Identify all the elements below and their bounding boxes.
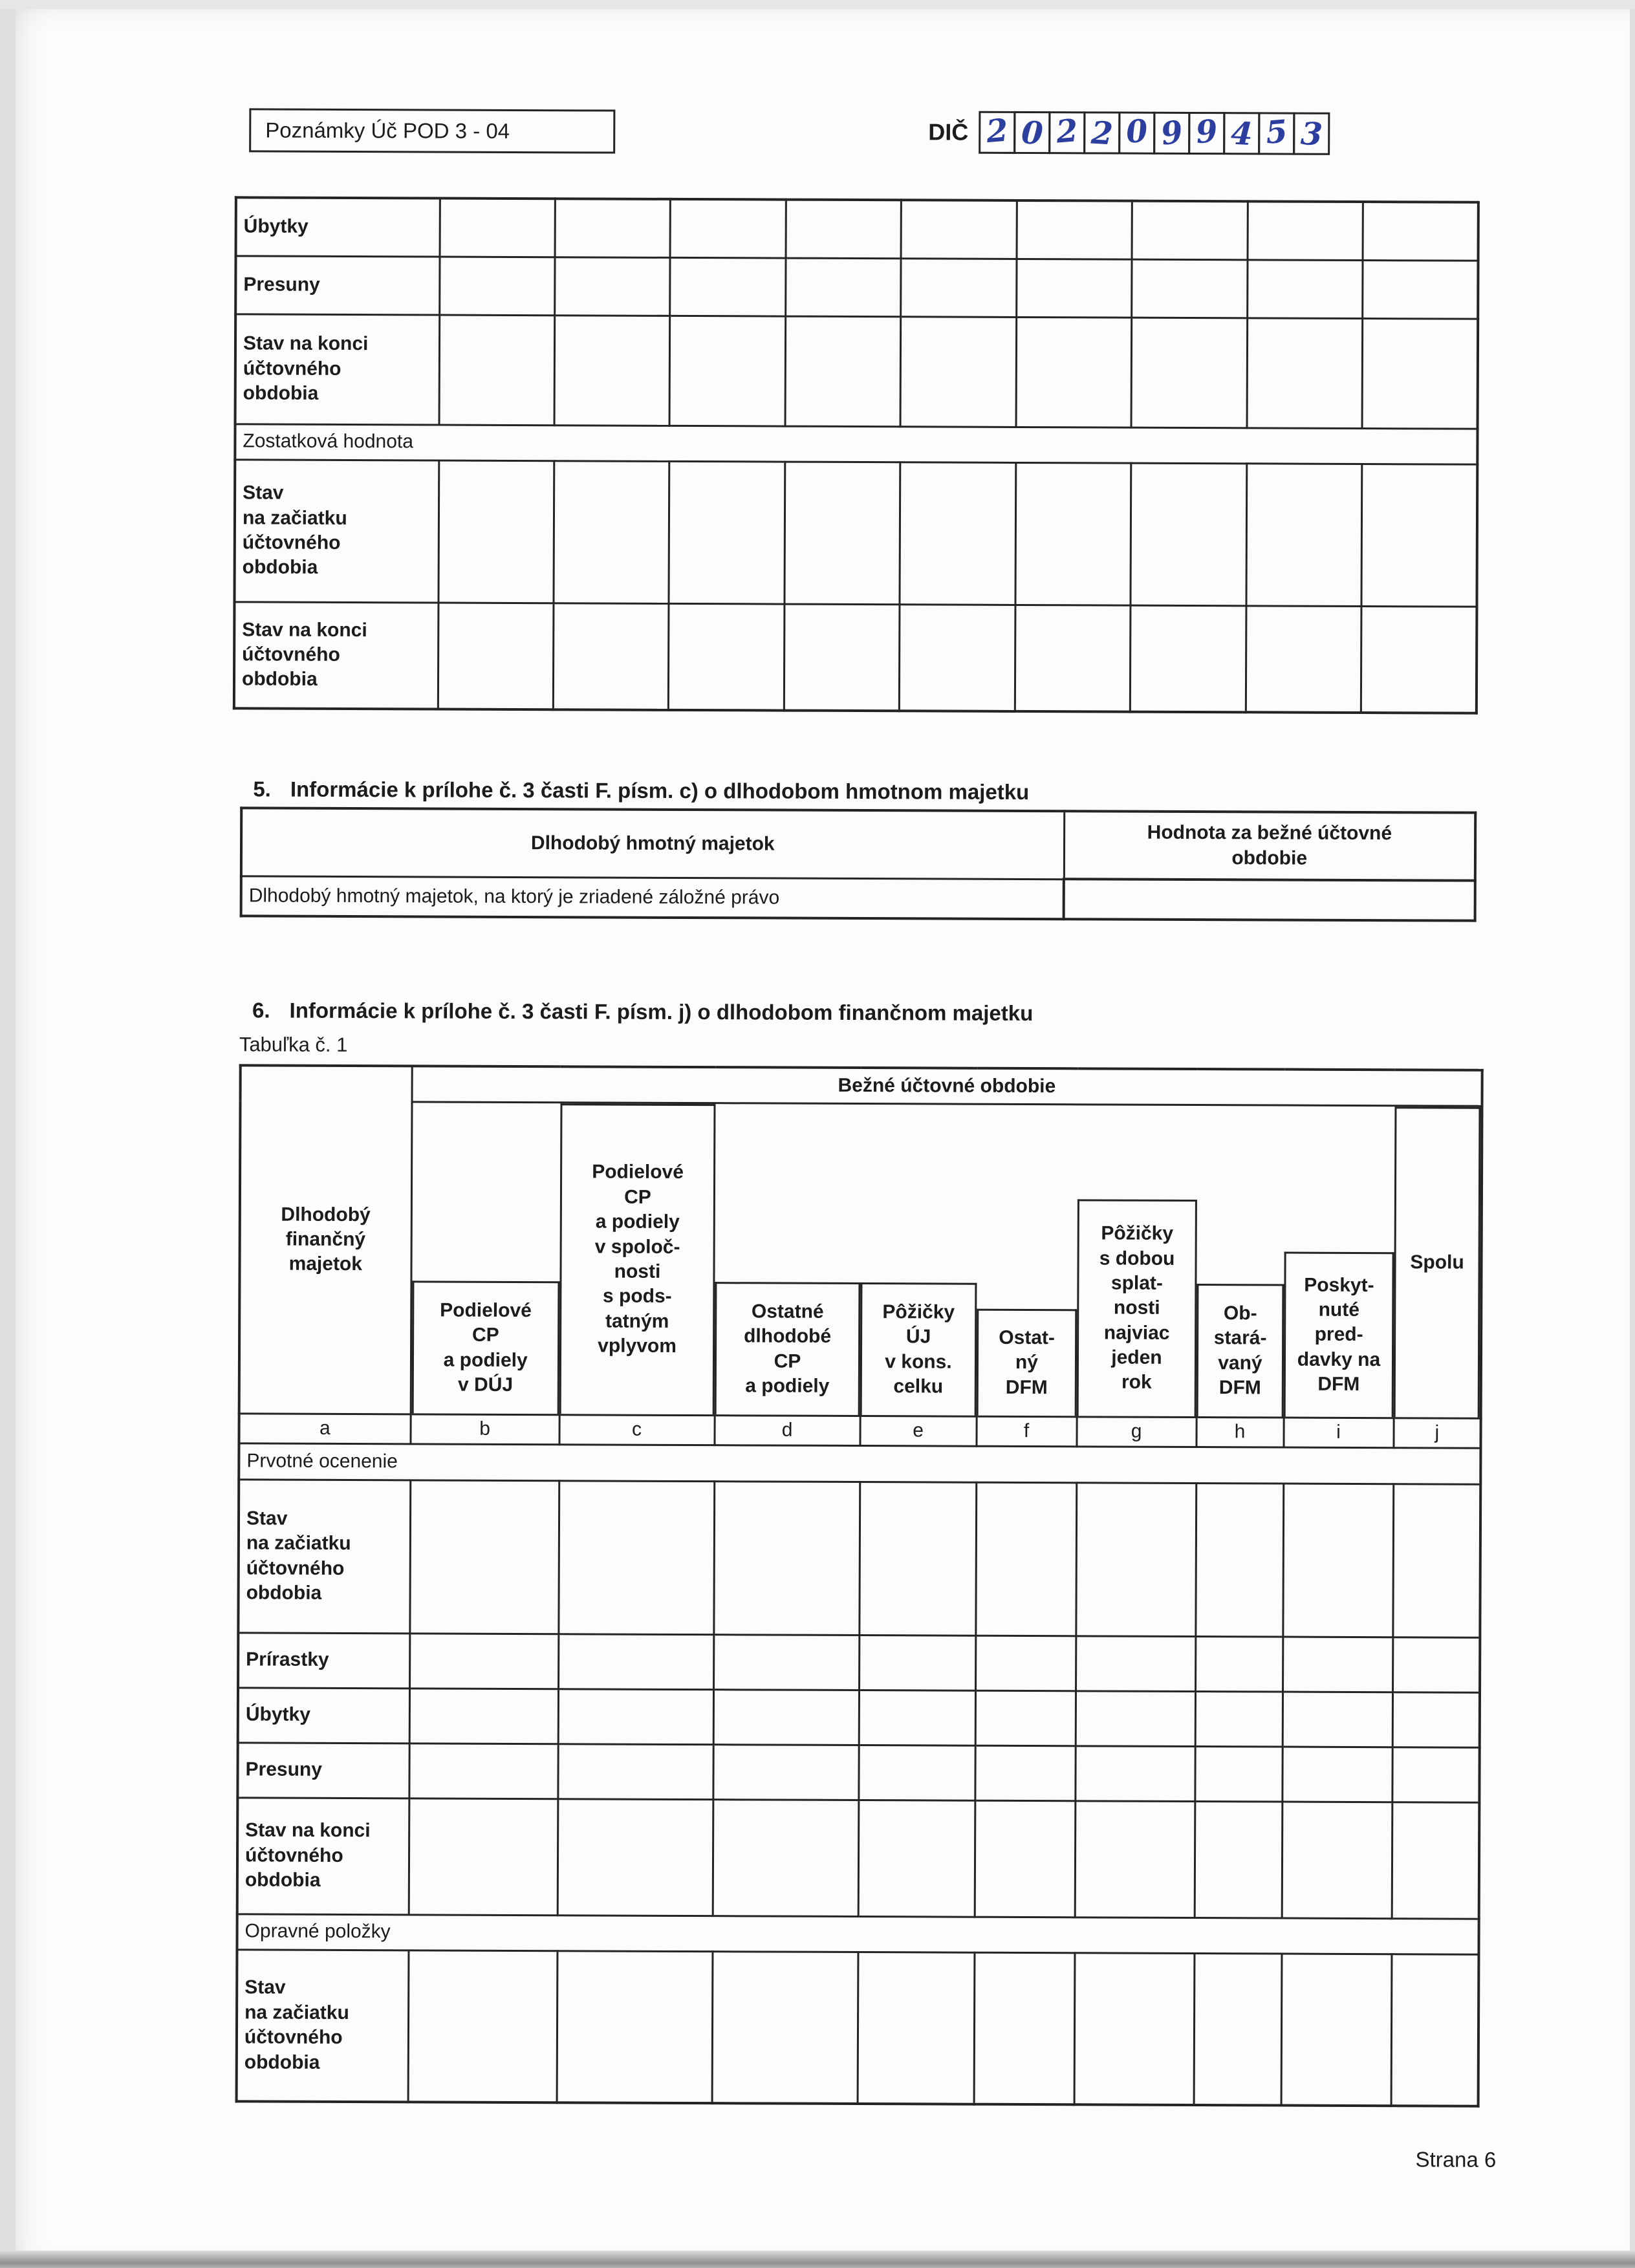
empty-cell xyxy=(558,1689,713,1744)
column-letter: f xyxy=(976,1416,1076,1447)
dic-label: DIČ xyxy=(928,118,969,146)
dic-digit-cell xyxy=(1153,112,1190,155)
empty-cell xyxy=(1017,200,1132,259)
empty-cell xyxy=(785,462,900,605)
row-label: Stav na konci účtovného obdobia xyxy=(235,314,440,424)
empty-cell xyxy=(1130,605,1246,713)
table-row xyxy=(238,1687,1480,1747)
form-title-box xyxy=(249,108,615,153)
column-header: Podielové CP a podiely v DÚJ xyxy=(411,1280,559,1414)
value-cell xyxy=(1064,879,1475,920)
empty-cell xyxy=(409,1798,558,1915)
section-row-label: Prvotné ocenenie xyxy=(239,1443,1480,1484)
section6-heading xyxy=(252,998,1033,1026)
column-letter: i xyxy=(1283,1418,1393,1448)
empty-cell xyxy=(409,1743,558,1798)
column-header: Spolu xyxy=(1394,1107,1481,1418)
empty-cell xyxy=(901,258,1017,317)
column-letter: g xyxy=(1076,1416,1196,1447)
empty-cell xyxy=(1195,1746,1282,1802)
table-row xyxy=(234,459,1477,606)
dic-digit: 9 xyxy=(1158,113,1186,153)
empty-cell xyxy=(1361,464,1477,607)
empty-cell xyxy=(858,1745,975,1800)
dic-digit-cell xyxy=(1083,111,1120,154)
empty-cell xyxy=(1392,1484,1480,1637)
table-row xyxy=(238,1479,1480,1637)
dic-digit: 3 xyxy=(1299,115,1323,153)
empty-cell xyxy=(670,199,786,258)
empty-cell xyxy=(554,460,669,603)
row-label: Úbytky xyxy=(238,1687,409,1743)
empty-cell xyxy=(785,258,901,317)
section5-heading xyxy=(253,777,1029,805)
column-header: Pôžičky ÚJ v kons. celku xyxy=(860,1282,977,1416)
table-row xyxy=(238,1632,1480,1692)
empty-cell xyxy=(558,1798,713,1916)
empty-cell xyxy=(409,1633,558,1689)
column-letter: j xyxy=(1393,1418,1480,1448)
empty-cell xyxy=(786,200,902,259)
empty-cell xyxy=(1194,1953,1282,2106)
row-label: Stav na konci účtovného obdobia xyxy=(234,601,439,709)
dic-digit: 5 xyxy=(1264,113,1289,151)
empty-cell xyxy=(439,257,555,316)
empty-cell xyxy=(1281,1954,1392,2106)
section5-title: Informácie k prílohe č. 3 časti F. písm. c) o dlhodobom hmotnom majetku xyxy=(290,777,1030,805)
dic-digit: 2 xyxy=(1054,112,1079,151)
column-header: Pôžičky s dobou splat- nosti najviac jeden rok xyxy=(1077,1199,1197,1416)
table-row xyxy=(237,1949,1479,2106)
empty-cell xyxy=(900,604,1015,711)
row-label: Stav na začiatku účtovného obdobia xyxy=(238,1479,410,1633)
form-title: Poznámky Úč POD 3 - 04 xyxy=(265,118,510,143)
empty-cell xyxy=(859,1690,975,1745)
header-cell xyxy=(860,1103,978,1416)
empty-cell xyxy=(1195,1691,1283,1747)
empty-cell xyxy=(713,1689,859,1745)
period-header: Bežné účtovné obdobie xyxy=(412,1066,1482,1105)
empty-cell xyxy=(1362,318,1478,429)
table-row xyxy=(237,1742,1479,1802)
row-label: Presuny xyxy=(237,1742,409,1798)
empty-cell xyxy=(1076,1636,1195,1691)
empty-cell xyxy=(1076,1690,1195,1746)
empty-cell xyxy=(1246,605,1361,713)
row-label: Stav na začiatku účtovného obdobia xyxy=(237,1949,409,2102)
empty-cell xyxy=(785,316,901,427)
column-header: Hodnota za bežné účtovné obdobie xyxy=(1064,811,1475,880)
dic-digit-cell xyxy=(1048,111,1085,154)
empty-cell xyxy=(1016,317,1132,427)
empty-cell xyxy=(713,1634,859,1690)
empty-cell xyxy=(858,1952,975,2104)
row-label: Stav na začiatku účtovného obdobia xyxy=(234,459,439,602)
empty-cell xyxy=(975,1636,1076,1691)
empty-cell xyxy=(712,1951,858,2104)
empty-cell xyxy=(1283,1637,1392,1692)
empty-cell xyxy=(558,1480,714,1634)
empty-cell xyxy=(669,461,785,604)
section6-title: Informácie k prílohe č. 3 časti F. písm. j) o dlhodobom finančnom majetku xyxy=(289,998,1034,1026)
empty-cell xyxy=(409,1688,558,1744)
empty-cell xyxy=(1282,1747,1392,1802)
table-row xyxy=(237,1797,1480,1918)
empty-cell xyxy=(859,1482,976,1636)
empty-cell xyxy=(555,257,671,316)
section-row-label: Zostatková hodnota xyxy=(235,424,1477,464)
empty-cell xyxy=(1247,259,1363,318)
column-header: Poskyt- nuté pred- davky na DFM xyxy=(1284,1251,1394,1417)
empty-cell xyxy=(1195,1483,1283,1637)
empty-cell xyxy=(1016,259,1132,318)
empty-cell xyxy=(1392,1802,1480,1919)
empty-cell xyxy=(975,1800,1076,1917)
empty-cell xyxy=(1392,1692,1480,1747)
form-content xyxy=(7,9,1630,2257)
header-cell xyxy=(1394,1105,1482,1418)
empty-cell xyxy=(439,315,555,426)
empty-cell xyxy=(1015,462,1131,605)
empty-cell xyxy=(557,1950,713,2103)
dic-digit-cell xyxy=(1258,112,1295,155)
empty-cell xyxy=(900,462,1015,605)
empty-cell xyxy=(669,316,785,426)
empty-cell xyxy=(558,1744,713,1799)
column-letter: h xyxy=(1196,1417,1283,1447)
empty-cell xyxy=(1131,318,1247,428)
empty-cell xyxy=(1074,1952,1195,2105)
empty-cell xyxy=(409,1480,559,1634)
dic-group xyxy=(928,111,1330,155)
empty-cell xyxy=(975,1690,1076,1746)
column-letters-row xyxy=(239,1413,1480,1447)
empty-cell xyxy=(975,1482,1076,1636)
empty-cell xyxy=(438,460,554,603)
section-row xyxy=(235,424,1477,464)
section6-table xyxy=(235,1064,1484,2107)
section-row-label: Opravné položky xyxy=(237,1914,1478,1954)
column-header: Dlhodobý finančný majetok xyxy=(239,1065,412,1414)
dic-value-boxes xyxy=(979,111,1330,155)
scanned-page xyxy=(16,9,1630,2251)
column-header: Ostatné dlhodobé CP a podiely xyxy=(715,1282,861,1415)
dic-digit-cell xyxy=(1293,113,1330,155)
empty-cell xyxy=(555,199,671,257)
row-label: Presuny xyxy=(235,255,439,314)
header-cell xyxy=(1284,1105,1395,1418)
row-label: Prírastky xyxy=(238,1632,409,1688)
empty-cell xyxy=(669,603,785,711)
row-label: Úbytky xyxy=(236,197,440,256)
dic-digit-cell xyxy=(1118,112,1155,155)
empty-cell xyxy=(1392,1637,1480,1692)
header-cell xyxy=(1196,1105,1285,1418)
empty-cell xyxy=(1075,1800,1195,1917)
row-label: Stav na konci účtovného obdobia xyxy=(237,1797,409,1914)
column-letter: b xyxy=(410,1414,559,1444)
dic-digit: 2 xyxy=(984,112,1010,151)
dic-digit-cell xyxy=(1223,112,1260,155)
table-header-row xyxy=(241,1065,1482,1105)
header-cell xyxy=(411,1101,561,1414)
table-caption: Tabuľka č. 1 xyxy=(239,1033,348,1056)
column-letter: e xyxy=(860,1416,976,1446)
column-header: Ostat- ný DFM xyxy=(977,1308,1077,1416)
column-headers-row xyxy=(239,1101,1482,1418)
dic-digit: 4 xyxy=(1229,115,1253,153)
empty-cell xyxy=(1391,1954,1479,2106)
column-header: Podielové CP a podiely v spoloč- nosti s pods- tatným vplyvom xyxy=(559,1103,716,1414)
table-row xyxy=(241,876,1475,920)
empty-cell xyxy=(438,603,554,710)
empty-cell xyxy=(1075,1745,1195,1801)
dic-digit: 0 xyxy=(1020,114,1044,152)
header-cell xyxy=(1077,1104,1198,1417)
empty-cell xyxy=(554,315,670,426)
empty-cell xyxy=(1015,605,1131,712)
section6-number: 6. xyxy=(252,998,270,1022)
empty-cell xyxy=(1392,1747,1479,1802)
header-cell xyxy=(715,1103,861,1416)
dic-digit-cell xyxy=(1188,112,1225,155)
section-row xyxy=(237,1914,1478,1954)
empty-cell xyxy=(1361,606,1477,713)
empty-cell xyxy=(1283,1484,1393,1637)
empty-cell xyxy=(1131,463,1246,606)
empty-cell xyxy=(1363,202,1478,261)
empty-cell xyxy=(900,316,1016,427)
empty-cell xyxy=(859,1635,975,1690)
empty-cell xyxy=(1247,318,1363,428)
page-number: Strana 6 xyxy=(1415,2147,1497,2172)
table-row xyxy=(234,601,1477,713)
dic-digit: 0 xyxy=(1124,113,1149,151)
column-header: Ob- stará- vaný DFM xyxy=(1196,1284,1284,1417)
empty-cell xyxy=(1132,201,1248,260)
table-row xyxy=(235,255,1478,318)
empty-cell xyxy=(440,199,556,257)
carryover-table xyxy=(233,196,1480,714)
empty-cell xyxy=(408,1950,558,2102)
dic-digit: 2 xyxy=(1090,114,1114,153)
empty-cell xyxy=(1076,1482,1196,1636)
empty-cell xyxy=(670,257,786,316)
column-letter: d xyxy=(714,1415,860,1445)
empty-cell xyxy=(784,604,900,711)
empty-cell xyxy=(974,1952,1075,2105)
header-cell xyxy=(559,1102,716,1415)
empty-cell xyxy=(558,1634,713,1689)
empty-cell xyxy=(713,1799,859,1916)
empty-cell xyxy=(1132,259,1248,318)
header-cell xyxy=(977,1104,1078,1417)
empty-cell xyxy=(713,1744,858,1800)
empty-cell xyxy=(1195,1636,1283,1692)
empty-cell xyxy=(858,1800,975,1917)
dic-digit-cell xyxy=(979,111,1015,154)
section5-number: 5. xyxy=(253,777,271,801)
column-header: Dlhodobý hmotný majetok xyxy=(241,808,1064,879)
dic-digit: 9 xyxy=(1194,113,1219,151)
empty-cell xyxy=(713,1481,860,1635)
table-row xyxy=(236,197,1478,260)
empty-cell xyxy=(1283,1692,1392,1747)
empty-cell xyxy=(1248,201,1363,260)
row-label: Dlhodobý hmotný majetok, na ktorý je zriadené záložné právo xyxy=(241,876,1064,919)
empty-cell xyxy=(1195,1801,1283,1918)
table-row xyxy=(235,314,1478,428)
empty-cell xyxy=(975,1745,1075,1801)
empty-cell xyxy=(1246,463,1362,606)
empty-cell xyxy=(1363,260,1478,319)
section-row xyxy=(239,1443,1480,1484)
column-letter: c xyxy=(559,1414,714,1445)
empty-cell xyxy=(901,200,1017,259)
table-header-row xyxy=(241,808,1475,880)
column-letter: a xyxy=(239,1413,410,1443)
section5-table xyxy=(240,806,1477,922)
empty-cell xyxy=(1282,1802,1392,1919)
empty-cell xyxy=(553,603,669,710)
dic-digit-cell xyxy=(1013,111,1050,154)
